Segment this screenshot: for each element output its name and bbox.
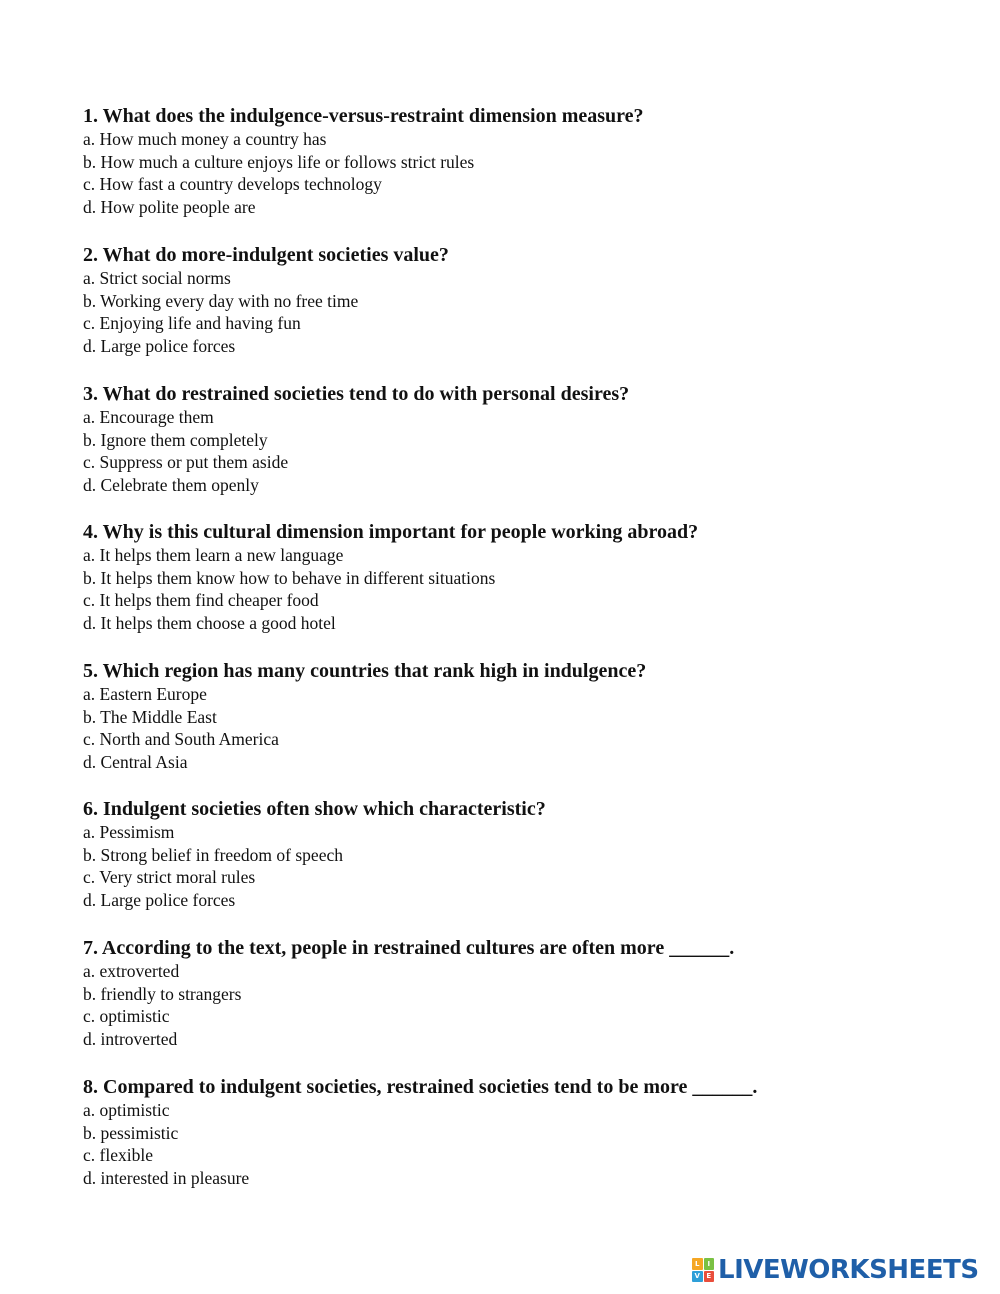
logo-mark-tile: I bbox=[704, 1258, 715, 1270]
question-title: 5. Which region has many countries that rank high in indulgence? bbox=[83, 660, 647, 682]
option-d: d. interested in pleasure bbox=[83, 1167, 250, 1188]
question-title: 6. Indulgent societies often show which characteristic? bbox=[83, 798, 546, 820]
option-b: b. It helps them know how to behave in different situations bbox=[83, 567, 496, 588]
question-2 bbox=[83, 244, 963, 383]
option-b: b. friendly to strangers bbox=[83, 983, 242, 1004]
option-a: a. Pessimism bbox=[83, 822, 175, 842]
option-b: b. Working every day with no free time bbox=[83, 290, 359, 311]
option-a: a. Eastern Europe bbox=[83, 684, 207, 704]
option-a: a. Strict social norms bbox=[83, 268, 231, 288]
option-c: c. flexible bbox=[83, 1145, 153, 1166]
logo-mark-tile: V bbox=[692, 1271, 703, 1283]
logo-mark-tile: L bbox=[692, 1258, 703, 1270]
option-d: d. introverted bbox=[83, 1028, 178, 1049]
option-d: d. Central Asia bbox=[83, 751, 188, 772]
option-c: c. It helps them find cheaper food bbox=[83, 590, 319, 611]
question-title: 8. Compared to indulgent societies, restrained societies tend to be more ______. bbox=[83, 1076, 758, 1098]
option-b: b. How much a culture enjoys life or follows strict rules bbox=[83, 151, 475, 172]
option-d: d. It helps them choose a good hotel bbox=[83, 612, 336, 633]
question-5 bbox=[83, 660, 963, 798]
logo-mark-tile: E bbox=[704, 1271, 715, 1283]
option-c: c. North and South America bbox=[83, 729, 279, 750]
option-b: b. Ignore them completely bbox=[83, 429, 268, 450]
option-d: d. Celebrate them openly bbox=[83, 474, 259, 495]
question-8 bbox=[83, 1076, 963, 1215]
option-b: b. Strong belief in freedom of speech bbox=[83, 844, 343, 865]
option-a: a. How much money a country has bbox=[83, 129, 327, 149]
question-1 bbox=[83, 105, 963, 244]
option-c: c. Very strict moral rules bbox=[83, 867, 256, 888]
question-title: 4. Why is this cultural dimension important for people working abroad? bbox=[83, 521, 699, 543]
option-a: a. Encourage them bbox=[83, 407, 214, 427]
question-title: 3. What do restrained societies tend to do with personal desires? bbox=[83, 383, 630, 405]
option-c: c. Suppress or put them aside bbox=[83, 452, 289, 473]
option-a: a. extroverted bbox=[83, 961, 180, 981]
option-c: c. How fast a country develops technology bbox=[83, 174, 382, 195]
option-a: a. It helps them learn a new language bbox=[83, 545, 344, 565]
question-6 bbox=[83, 798, 963, 937]
option-b: b. pessimistic bbox=[83, 1122, 179, 1143]
liveworksheets-logo-icon bbox=[692, 1258, 714, 1282]
option-c: c. Enjoying life and having fun bbox=[83, 313, 301, 334]
liveworksheets-logo bbox=[692, 1256, 979, 1284]
question-title: 2. What do more-indulgent societies value? bbox=[83, 244, 449, 266]
worksheet bbox=[83, 105, 963, 1215]
option-c: c. optimistic bbox=[83, 1006, 170, 1027]
question-7 bbox=[83, 937, 963, 1076]
question-3 bbox=[83, 383, 963, 521]
logo-text: LIVEWORKSHEETS bbox=[718, 1255, 979, 1285]
option-d: d. How polite people are bbox=[83, 196, 256, 217]
question-4 bbox=[83, 521, 963, 660]
option-b: b. The Middle East bbox=[83, 706, 217, 727]
option-d: d. Large police forces bbox=[83, 889, 236, 910]
option-d: d. Large police forces bbox=[83, 335, 236, 356]
question-title: 7. According to the text, people in restrained cultures are often more ______. bbox=[83, 937, 735, 959]
option-a: a. optimistic bbox=[83, 1100, 170, 1120]
question-title: 1. What does the indulgence-versus-restraint dimension measure? bbox=[83, 105, 644, 127]
